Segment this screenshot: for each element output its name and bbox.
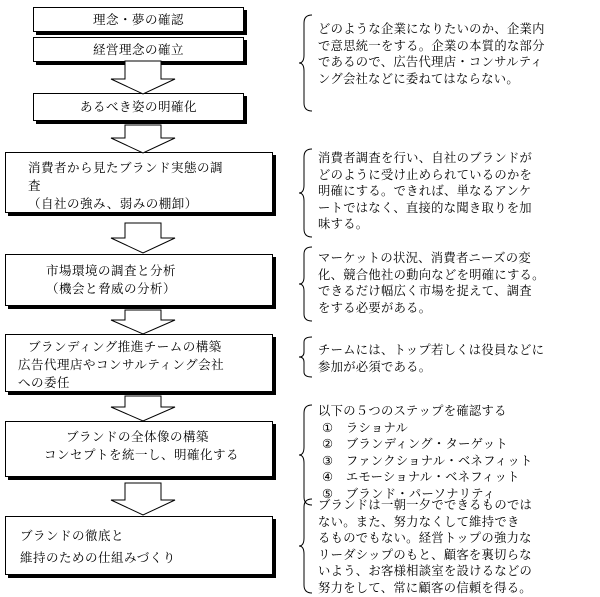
step-brand-maintenance-line: 維持のための仕組みづくり [20, 550, 176, 565]
step-brand-maintenance [5, 516, 273, 575]
note-list-item: ① ラショナル [322, 420, 409, 435]
arrow-down-icon [103, 309, 183, 335]
note-line: ブランドは一朝一夕でできるものでは [318, 498, 533, 512]
arrow-down-icon [103, 60, 183, 95]
note-line: できるだけ幅広く市場を捉えて、調査 [318, 284, 532, 298]
note-line: ング会社などに委ねてはならない。 [318, 71, 519, 86]
note-brand-maintenance [318, 497, 532, 596]
note-line: ない。また、努力なくして維持でき [318, 514, 520, 529]
step-market-environment-line: 市場環境の調査と分析 [46, 263, 177, 278]
step-management-philosophy [33, 37, 244, 62]
note-list-item: ③ ファンクショナル・ベネフィット [322, 453, 533, 468]
step-market-environment-line: （機会と脅威の分析） [46, 281, 177, 296]
arrow-down-icon [103, 124, 183, 154]
note-line: 努力をして、常に顧客の信頼を得る。 [318, 580, 532, 595]
note-philosophy [318, 21, 545, 87]
step-philosophy-dream [33, 7, 244, 32]
step-ideal-state [33, 93, 244, 121]
note-five-steps [318, 403, 533, 502]
note-line: リーダシップのもと、顧客を裏切らな [318, 547, 532, 562]
step-brand-overview-line: ブランドの全体像の構築 [66, 429, 210, 444]
note-line: 味する。 [318, 217, 369, 231]
step-philosophy-dream-label: 理念・夢の確認 [92, 11, 184, 27]
note-line: ートではなく、直接的な聞き取りを加 [318, 200, 532, 215]
note-line: 明確にする。できれば、単なるアンケ [318, 184, 532, 198]
arrow-down-icon [103, 482, 183, 516]
step-branding-team [5, 334, 273, 392]
note-list-item: ⑤ ブランド・パーソナリティ [322, 486, 496, 501]
note-line: 以下の５つのステップを確認する [318, 404, 507, 418]
step-brand-maintenance-line: ブランドの徹底と [20, 528, 125, 543]
step-consumer-brand-survey-line: 消費者から見たブランド実態の調 [28, 160, 224, 175]
step-brand-overview [5, 421, 273, 477]
step-market-environment [5, 254, 273, 306]
arrow-down-icon [103, 222, 183, 254]
note-line: 参加が必須である。 [318, 359, 432, 374]
step-consumer-brand-survey-line: （自社の強み、弱みの棚卸） [28, 196, 198, 211]
step-ideal-state-label: あるべき姿の明確化 [79, 99, 197, 114]
note-line: チームには、トップ若しくは役員などに [318, 343, 545, 357]
note-line: るものでもない。経営トップの強力な [318, 531, 532, 545]
note-line: マーケットの状況、消費者ニーズの変 [318, 251, 531, 265]
step-brand-overview-line: コンセプトを統一し、明確化する [44, 447, 240, 462]
brace-icon [298, 148, 314, 238]
note-line: どのような企業になりたいのか、企業内 [318, 22, 545, 36]
note-list-item: ④ エモーショナル・ベネフィット [322, 470, 520, 484]
brace-icon [298, 246, 314, 322]
note-market [318, 250, 545, 316]
note-consumer-survey [318, 150, 532, 233]
note-line: どのように受け止められているのかを [318, 167, 533, 182]
step-consumer-brand-survey [5, 152, 273, 213]
note-line: であるので、広告代理店・コンサルティ [318, 55, 543, 69]
note-line: で意思統一をする。企業の本質的な部分 [318, 38, 545, 53]
note-line: 消費者調査を行い、自社のブランドが [318, 151, 533, 165]
arrow-down-icon [103, 395, 183, 422]
step-branding-team-line: ブランディング推進チームの構築 [28, 339, 222, 354]
step-branding-team-line: 広告代理店やコンサルティング会社 [18, 357, 225, 372]
note-line: 化、競合他社の動向などを明確にする。 [318, 267, 545, 282]
step-management-philosophy-label: 経営理念の確立 [92, 41, 184, 57]
step-branding-team-line: への委任 [18, 375, 71, 390]
brace-icon [298, 498, 314, 594]
note-list-item: ② ブランディング・ターゲット [322, 437, 508, 451]
note-line: いよう、お客様相談室を設けるなどの [318, 564, 533, 578]
brace-icon [298, 14, 314, 112]
brace-icon [298, 336, 314, 378]
note-team [318, 342, 544, 375]
brace-icon [298, 404, 314, 506]
step-consumer-brand-survey-line: 査 [28, 178, 42, 193]
note-line: をする必要がある。 [318, 300, 432, 315]
